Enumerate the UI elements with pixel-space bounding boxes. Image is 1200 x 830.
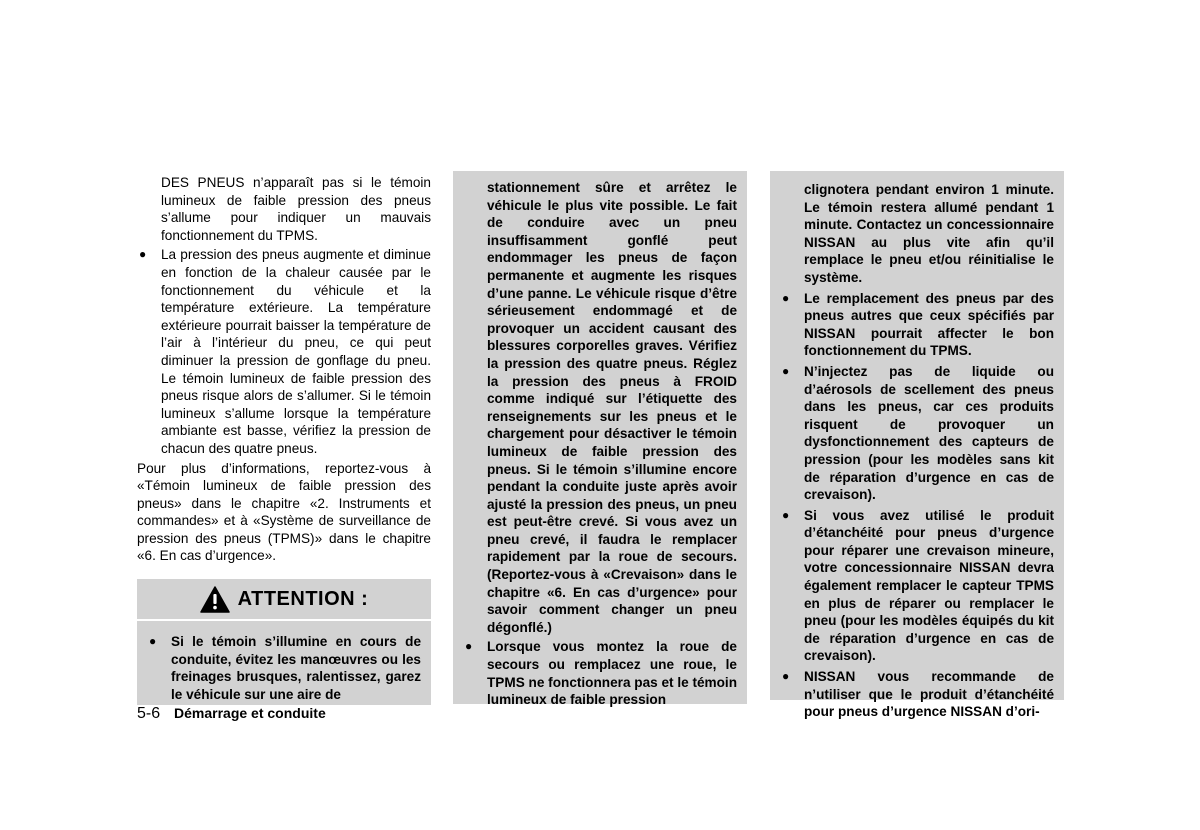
page-number: 5-6 bbox=[137, 705, 161, 722]
bullet-icon: ● bbox=[149, 634, 157, 649]
bullet-item bbox=[780, 290, 1054, 360]
continued-paragraph: clignotera pendant environ 1 minute. Le témoin restera allumé pendant 1 minute. Contactez un concessionnaire NISSAN au plus vite afin qu’il remplace le pneu et/ou réinitialise le système. bbox=[804, 182, 1054, 285]
bullet-item bbox=[780, 668, 1054, 721]
chapter-title: Démarrage et conduite bbox=[174, 705, 326, 721]
page-footer bbox=[137, 705, 326, 723]
continued-paragraph: DES PNEUS n’apparaît pas si le témoin lumineux de faible pression des pneus s’allume pour indiquer un mauvais fonctionnement du TPMS. bbox=[161, 175, 431, 243]
continued-paragraph: stationnement sûre et arrêtez le véhicule le plus vite possible. Le fait de conduire avec un pneu insuffisamment gonflé peut endommager les pneus de façon permanente et augmente les risques d’une panne. Le véhicule risque d’être sérieusement endommagé et de provoquer un accident causant des blessures corporelles graves. Vérifiez la pression des quatre pneus. Réglez la pression des pneus à FROID comme indiqué sur l’étiquette des renseignements sur les pneus et le chargement pour désactiver le témoin lumineux de faible pression des pneus. Si le témoin s’illumine encore pendant la conduite juste après avoir ajusté la pression des pneus, un pneu est peut-être crevé. Si vous avez un pneu crevé, il faudra le remplacer rapidement par la roue de secours. (Reportez-vous à «Crevaison» dans le chapitre «6. En cas d’urgence» pour savoir comment changer un pneu dégonflé.) bbox=[487, 180, 737, 635]
bullet-icon: ● bbox=[782, 507, 790, 522]
bullet-icon: ● bbox=[139, 247, 147, 262]
bullet-item bbox=[463, 638, 737, 708]
attention-box bbox=[137, 579, 431, 705]
bullet-text: N’injectez pas de liquide ou d’aérosols de scellement des pneus dans les pneus, car ces produits risquent de provoquer un dysfonctionnement des capteurs de pression (pour les modèles sans kit de réparation d’urgence en cas de crevaison). bbox=[804, 363, 1054, 503]
bullet-icon: ● bbox=[782, 363, 790, 378]
attention-title: ATTENTION : bbox=[237, 587, 369, 610]
bullet-text: Si vous avez utilisé le produit d’étanchéité pour pneus d’urgence pour réparer une crevaison mineure, votre concessionnaire NISSAN devra également remplacer le capteur TPMS en plus de réparer ou remplacer le pneu (pour les modèles équipés du kit de réparation d’urgence en cas de crevaison). bbox=[804, 507, 1054, 664]
bullet-text: Si le témoin s’illumine en cours de conduite, évitez les manœuvres ou les freinages brusques, ralentissez, garez le véhicule sur une aire de bbox=[171, 634, 421, 702]
bullet-text: La pression des pneus augmente et diminue en fonction de la chaleur causée par le fonctionnement du véhicule et la température extérieure. La température extérieure pourrait baisser la température de l’air à l’intérieur du pneu, ce qui peut diminuer la pression de gonflage du pneu. Le témoin lumineux de faible pression des pneus risque alors de s’allumer. Si le témoin lumineux s’allume lorsque la température ambiante est basse, vérifiez la pression de chacun des quatre pneus. bbox=[161, 247, 431, 456]
bullet-item bbox=[147, 633, 421, 703]
bullet-text: Le remplacement des pneus par des pneus autres que ceux spécifiés par NISSAN pourrait affecter le bon fonctionnement du TPMS. bbox=[804, 290, 1054, 359]
bullet-icon: ● bbox=[782, 669, 790, 684]
bullet-item bbox=[780, 507, 1054, 665]
warning-triangle-icon bbox=[200, 586, 230, 613]
bullet-item bbox=[137, 246, 431, 457]
bullet-icon: ● bbox=[465, 639, 473, 654]
column-3-warning-continuation bbox=[770, 171, 1064, 720]
attention-body bbox=[137, 621, 431, 703]
attention-header bbox=[137, 579, 431, 621]
bullet-icon: ● bbox=[782, 290, 790, 305]
column-1 bbox=[137, 174, 431, 705]
column-2-warning-continuation bbox=[453, 171, 747, 708]
bullet-text: Lorsque vous montez la roue de secours ou remplacez une roue, le TPMS ne fonctionnera pas et le témoin lumineux de faible pression bbox=[487, 639, 738, 708]
bullet-item bbox=[780, 363, 1054, 504]
bullet-text: NISSAN vous recommande de n’utiliser que le produit d’étanchéité pour pneus d’urgence NISSAN d’ori- bbox=[804, 669, 1054, 720]
reference-paragraph: Pour plus d’informations, reportez-vous à «Témoin lumineux de faible pression des pneus» dans le chapitre «2. Instruments et commandes» et à «Système de surveillance de pression des pneus (TPMS)» dans le chapitre «6. En cas d’urgence». bbox=[137, 460, 431, 564]
